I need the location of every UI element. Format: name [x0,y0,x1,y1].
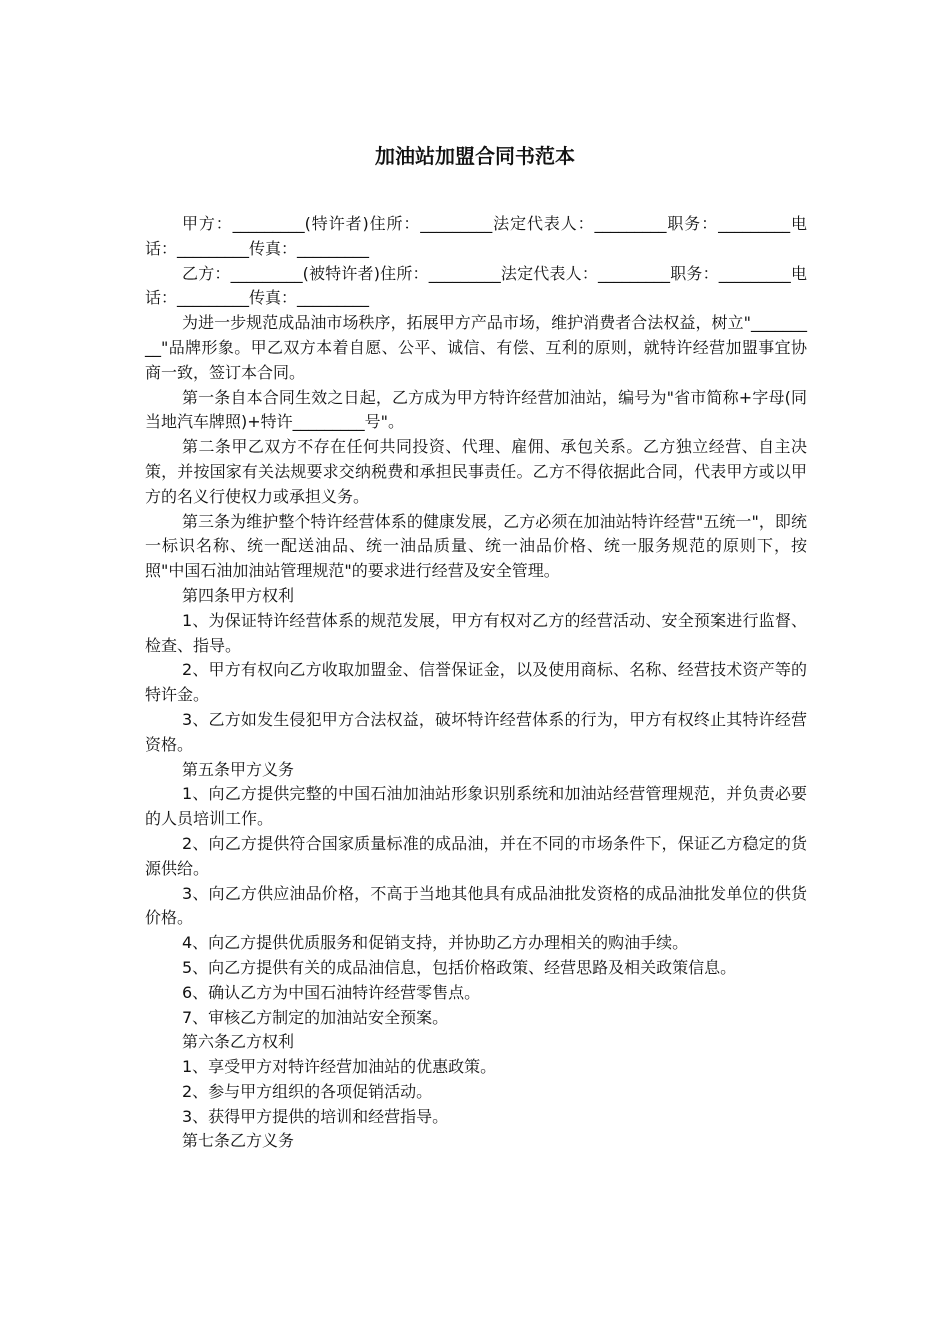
party-b-info: 乙方：_________(被特许者)住所：_________法定代表人：_________职务：_________电话：_________传真：_________ [145,263,807,308]
article-4-item-2: 2、甲方有权向乙方收取加盟金、信誉保证金，以及使用商标、名称、经营技术资产等的特许金。 [145,660,807,705]
party-a-info: 甲方：_________(特许者)住所：_________法定代表人：_________职务：_________电话：_________传真：_________ [145,214,807,258]
article-5-heading: 第五条甲方义务 [182,759,295,779]
article-6-item-3: 3、获得甲方提供的培训和经营指导。 [182,1106,449,1126]
article-5-item-1: 1、向乙方提供完整的中国石油加油站形象识别系统和加油站经营管理规范，并负责必要的人员培训工作。 [145,784,807,829]
article-5-item-5: 5、向乙方提供有关的成品油信息，包括价格政策、经营思路及相关政策信息。 [182,957,737,977]
article-5-item-7: 7、审核乙方制定的加油站安全预案。 [182,1007,449,1027]
article-3: 第三条为维护整个特许经营体系的健康发展，乙方必须在加油站特许经营"五统一"，即统一标识名称、统一配送油品、统一油品质量、统一油品价格、统一服务规范的原则下，按照"中国石油加油站管理规范"的要求进行经营及安全管理。 [145,511,807,581]
article-2: 第二条甲乙双方不存在任何共同投资、代理、雇佣、承包关系。乙方独立经营、自主决策，并按国家有关法规要求交纳税费和承担民事责任。乙方不得依据此合同，代表甲方或以甲方的名义行使权力或承担义务。 [145,437,807,506]
article-5-item-3: 3、向乙方供应油品价格，不高于当地其他具有成品油批发资格的成品油批发单位的供货价格。 [145,883,807,928]
article-4-item-1: 1、为保证特许经营体系的规范发展，甲方有权对乙方的经营活动、安全预案进行监督、检查、指导。 [145,610,807,655]
document-title: 加油站加盟合同书范本 [375,144,575,168]
preamble-paragraph: 为进一步规范成品油市场秩序，拓展甲方产品市场，维护消费者合法权益，树立"_________"品牌形象。甲乙双方本着自愿、公平、诚信、有偿、互利的原则，就特许经营加盟事宜协商一致，签订本合同。 [145,313,807,382]
article-5-item-6: 6、确认乙方为中国石油特许经营零售点。 [182,982,481,1002]
article-6-item-2: 2、参与甲方组织的各项促销活动。 [182,1081,433,1101]
article-5-item-4: 4、向乙方提供优质服务和促销支持，并协助乙方办理相关的购油手续。 [182,933,689,953]
article-1: 第一条自本合同生效之日起，乙方成为甲方特许经营加油站，编号为"省市简称+字母(同当地汽车牌照)+特许_________号"。 [145,387,807,432]
article-6-item-1: 1、享受甲方对特许经营加油站的优惠政策。 [182,1057,497,1077]
article-4-heading: 第四条甲方权利 [182,585,295,605]
article-4-item-3: 3、乙方如发生侵犯甲方合法权益，破坏特许经营体系的行为，甲方有权终止其特许经营资格。 [145,709,807,754]
document-body [145,212,807,1154]
article-5-item-2: 2、向乙方提供符合国家质量标准的成品油，并在不同的市场条件下，保证乙方稳定的货源供给。 [145,833,807,878]
article-7-heading: 第七条乙方义务 [182,1131,295,1151]
article-6-heading: 第六条乙方权利 [182,1032,295,1052]
